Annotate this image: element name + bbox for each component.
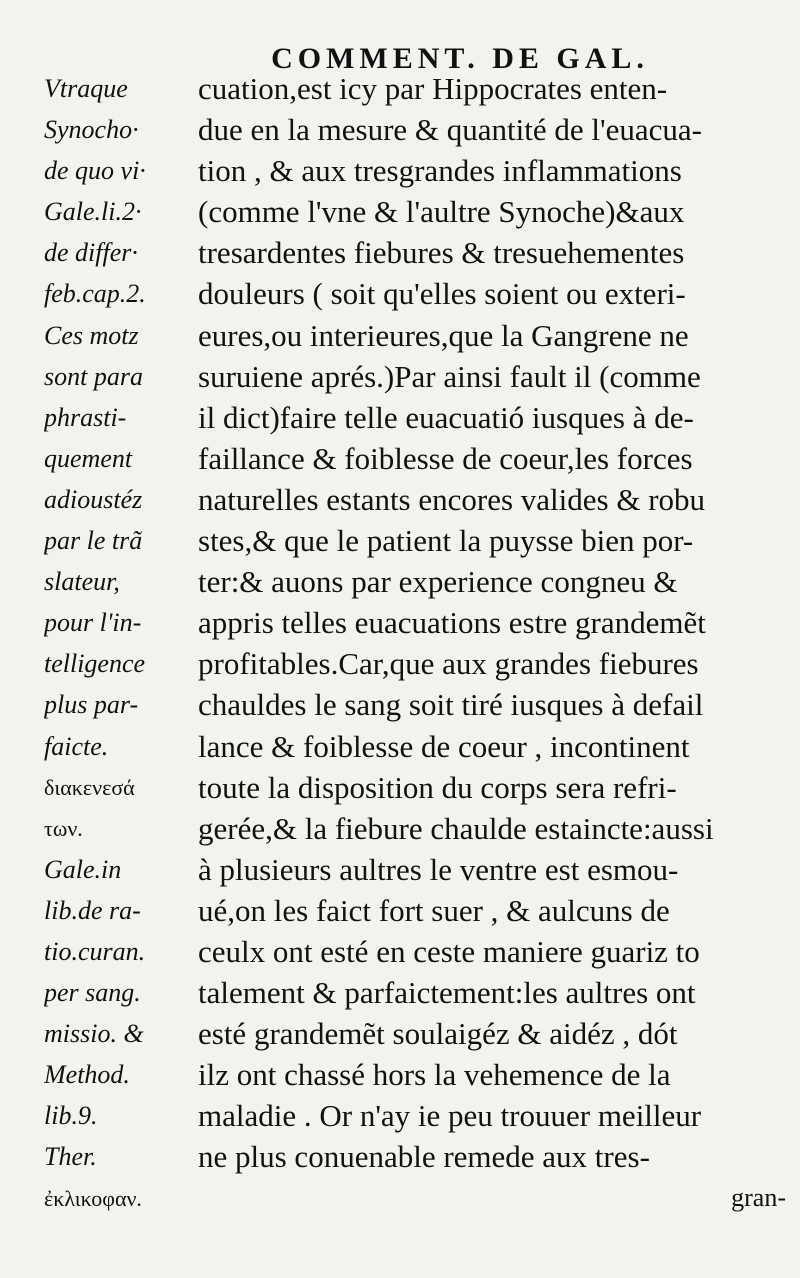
margin-note: Gale.li.2· — [44, 197, 142, 227]
running-title: COMMENT. DE GAL. — [271, 42, 649, 75]
text-line: ué,on les faict fort suer , & aulcuns de — [198, 892, 670, 928]
text-line: (comme l'vne & l'aultre Synoche)&aux — [198, 194, 685, 230]
margin-note: slateur, — [44, 567, 120, 597]
text-line: due en la mesure & quantité de l'euacua- — [198, 112, 702, 148]
margin-note: faicte. — [44, 731, 109, 761]
text-line: appris telles euacuations estre grandemẽt — [198, 605, 706, 641]
text-line: à plusieurs aultres le ventre est esmou- — [198, 851, 679, 887]
text-line: suruiene aprés.)Par ainsi fault il (comme — [198, 358, 701, 394]
margin-note: lib.9. — [44, 1101, 98, 1131]
margin-note: Gale.in — [44, 854, 122, 884]
margin-note: Ther. — [44, 1142, 97, 1172]
margin-note: sont para — [44, 361, 143, 391]
text-line: ceulx ont esté en ceste maniere guariz to — [198, 933, 700, 969]
text-line: ilz ont chassé hors la vehemence de la — [198, 1057, 671, 1093]
text-line: cuation,est icy par Hippocrates enten- — [198, 71, 668, 106]
margin-note: pour l'in- — [44, 608, 142, 638]
margin-note: de quo vi· — [44, 156, 146, 186]
margin-note: quement — [44, 443, 133, 473]
text-line: tresardentes fiebures & tresuehementes — [198, 235, 685, 271]
margin-note: de differ· — [44, 238, 138, 268]
marginal-notes — [44, 68, 214, 1219]
margin-note: missio. & — [44, 1019, 144, 1049]
text-line: faillance & foiblesse de coeur,les forces — [198, 440, 693, 476]
margin-note: feb.cap.2. — [44, 279, 146, 309]
text-line: naturelles estants encores valides & robu — [198, 481, 706, 517]
catchword: gran- — [731, 1183, 786, 1212]
text-line: esté grandemẽt soulaigéz & aidéz , dót — [198, 1016, 678, 1052]
margin-note: plus par- — [44, 690, 139, 720]
margin-note: Ces motz — [44, 320, 139, 350]
margin-note-greek: των. — [44, 815, 83, 841]
margin-note: lib.de ra- — [44, 895, 141, 925]
text-line: stes,& que le patient la puysse bien por- — [198, 523, 694, 559]
text-line: tion , & aux tresgrandes inflammations — [198, 153, 682, 189]
text-line: ter:& auons par experience congneu & — [198, 564, 678, 600]
text-line: lance & foiblesse de coeur , incontinent — [198, 728, 690, 764]
text-line: talement & parfaictement:les aultres ont — [198, 975, 696, 1011]
text-line: gerée,& la fiebure chaulde estaincte:aussi — [198, 810, 714, 846]
margin-note: phrasti- — [44, 402, 127, 432]
text-line: maladie . Or n'ay ie peu trouuer meilleur — [198, 1098, 702, 1134]
text-line: chauldes le sang soit tiré iusques à defail — [198, 687, 704, 723]
margin-note: Vtraque — [44, 74, 128, 103]
margin-note: per sang. — [44, 978, 141, 1008]
text-line: ne plus conuenable remede aux tres- — [198, 1139, 650, 1175]
main-text-block — [198, 68, 788, 1178]
text-line: douleurs ( soit qu'elles soient ou exteri- — [198, 276, 686, 312]
margin-note-greek: διακενεσά — [44, 774, 135, 800]
text-line: il dict)faire telle euacuatió iusques à de- — [198, 399, 694, 435]
margin-note: telligence — [44, 649, 146, 679]
margin-note: Method. — [44, 1060, 130, 1090]
text-line: eures,ou interieures,que la Gangrene ne — [198, 317, 689, 353]
text-line: toute la disposition du corps sera refri- — [198, 769, 677, 805]
text-line: profitables.Car,que aux grandes fiebures — [198, 646, 699, 682]
margin-note-greek: ἐκλικοφαν. — [44, 1185, 142, 1211]
margin-note: par le trã — [44, 526, 143, 556]
margin-note: adioustéz — [44, 484, 143, 514]
margin-note: Synocho· — [44, 115, 139, 145]
margin-note: tio.curan. — [44, 936, 146, 966]
